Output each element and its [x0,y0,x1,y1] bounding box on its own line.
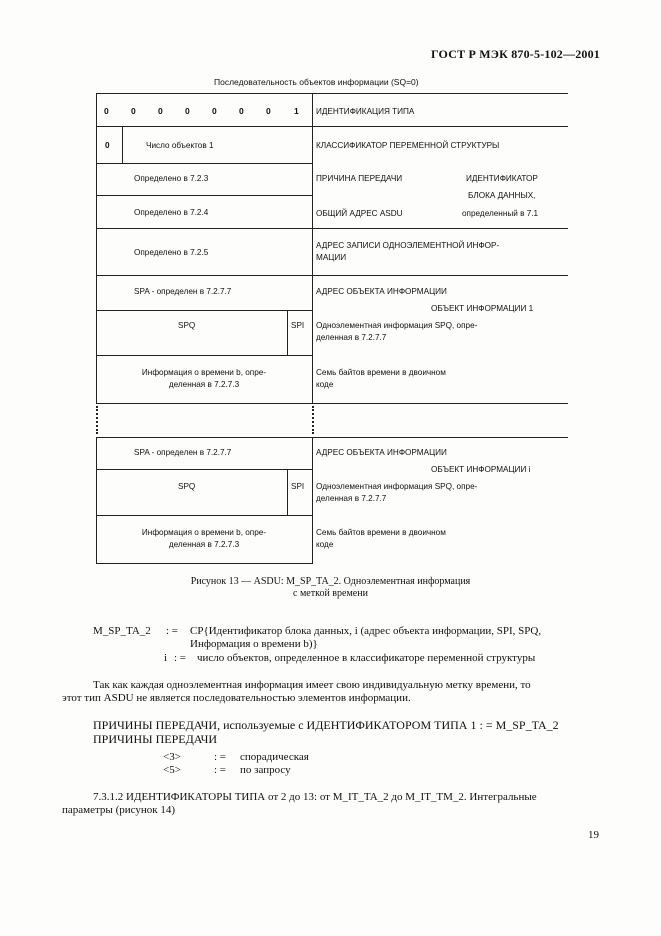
time-1a: Информация о времени b, опре- [141,368,267,377]
definition-rhs-3: число объектов, определенное в классификаторе переменной структуры [197,652,536,664]
spq-2: SPQ [178,482,196,491]
cause-text-5: по запросу [240,764,291,776]
causes-heading-1: ПРИЧИНЫ ПЕРЕДАЧИ, используемые с ИДЕНТИФИКАТОРОМ ТИПА 1 : = M_SP_TA_2 [93,718,559,732]
info-object-1-label: ОБЪЕКТ ИНФОРМАЦИИ 1 [431,304,534,313]
single-point-2a: Одноэлементная информация SPQ, опре- [316,482,478,491]
bit-1: 0 [266,106,271,116]
variable-structure-label: КЛАССИФИКАТОР ПЕРЕМЕННОЙ СТРУКТУРЫ [316,141,500,150]
spa-2: SPA - определен в 7.2.7.7 [134,448,232,457]
object-address-2: АДРЕС ОБЪЕКТА ИНФОРМАЦИИ [316,448,447,457]
bit-4: 0 [185,106,190,116]
time-2a: Информация о времени b, опре- [141,528,267,537]
cause-text-3: спорадическая [240,751,309,763]
record-address-2: МАЦИИ [316,253,347,262]
cause-op-3: : = [214,751,227,763]
defined-724: Определено в 7.2.4 [134,208,209,217]
single-point-2b: деленная в 7.2.7.7 [316,494,387,503]
data-unit-id-3: определенный в 7.1 [462,209,539,218]
spi-2: SPI [291,482,305,491]
num-objects: Число объектов 1 [146,141,214,150]
sequence-title: Последовательность объектов информации (SQ=0) [214,77,419,87]
cause-label: ПРИЧИНА ПЕРЕДАЧИ [316,174,403,183]
cause-code-3: <3> [163,751,181,763]
definition-lhs: M_SP_TA_2 [93,625,151,637]
definition-rhs-1: CP{Идентификатор блока данных, i (адрес объекта информации, SPI, SPQ, [190,625,542,637]
cause-op-5: : = [214,764,227,776]
spa-1: SPA - определен в 7.2.7.7 [134,287,232,296]
definition-var: i [164,652,168,664]
defined-723: Определено в 7.2.3 [134,174,209,183]
record-address-1: АДРЕС ЗАПИСИ ОДНОЭЛЕМЕНТНОЙ ИНФОР- [316,241,500,250]
section-line-2: параметры (рисунок 14) [62,804,176,816]
caption-line-2: с меткой времени [293,588,368,599]
section-line-1: 7.3.1.2 ИДЕНТИФИКАТОРЫ ТИПА от 2 до 13: от M_IT_TA_2 до M_IT_TM_2. Интегральные [93,791,537,803]
asdu-address-label: ОБЩИЙ АДРЕС ASDU [316,209,403,218]
document-header: ГОСТ Р МЭК 870-5-102—2001 [431,47,600,61]
time-1b: деленная в 7.2.7.3 [168,380,240,389]
seven-bytes-1b: коде [316,380,334,389]
cause-code-5: <5> [163,764,181,776]
paragraph-line-2: этот тип ASDU не является последовательностью элементов информации. [62,692,411,704]
bit-0: 1 [294,106,299,116]
single-point-1a: Одноэлементная информация SPQ, опре- [316,321,478,330]
paragraph-line-1: Так как каждая одноэлементная информация имеет свою индивидуальную метку времени, то [93,679,531,691]
bit-6: 0 [131,106,136,116]
data-unit-id-1: ИДЕНТИФИКАТОР [466,174,538,183]
bit-7: 0 [104,106,109,116]
spi-1: SPI [291,321,305,330]
definition-op-1: : = [166,625,179,637]
bit-3: 0 [212,106,217,116]
data-unit-id-2: БЛОКА ДАННЫХ, [468,191,536,200]
definition-rhs-2: Информация о времени b)} [190,638,318,650]
bit-2: 0 [239,106,244,116]
single-point-1b: деленная в 7.2.7.7 [316,333,387,342]
figure-caption [0,576,661,600]
seven-bytes-2b: коде [316,540,334,549]
page-number: 19 [588,829,599,841]
definition-op-2: : = [174,652,187,664]
sq-bit: 0 [105,141,110,150]
type-id-label: ИДЕНТИФИКАЦИЯ ТИПА [316,107,415,116]
defined-725: Определено в 7.2.5 [134,248,209,257]
seven-bytes-2a: Семь байтов времени в двоичном [316,528,446,537]
causes-heading-2: ПРИЧИНЫ ПЕРЕДАЧИ [93,732,218,746]
info-object-i-label: ОБЪЕКТ ИНФОРМАЦИИ i [431,465,531,474]
object-address-1: АДРЕС ОБЪЕКТА ИНФОРМАЦИИ [316,287,447,296]
caption-line-1: Рисунок 13 — ASDU: M_SP_TA_2. Одноэлементная информация [190,576,471,587]
spq-1: SPQ [178,321,196,330]
seven-bytes-1a: Семь байтов времени в двоичном [316,368,446,377]
time-2b: деленная в 7.2.7.3 [168,540,240,549]
bit-5: 0 [158,106,163,116]
